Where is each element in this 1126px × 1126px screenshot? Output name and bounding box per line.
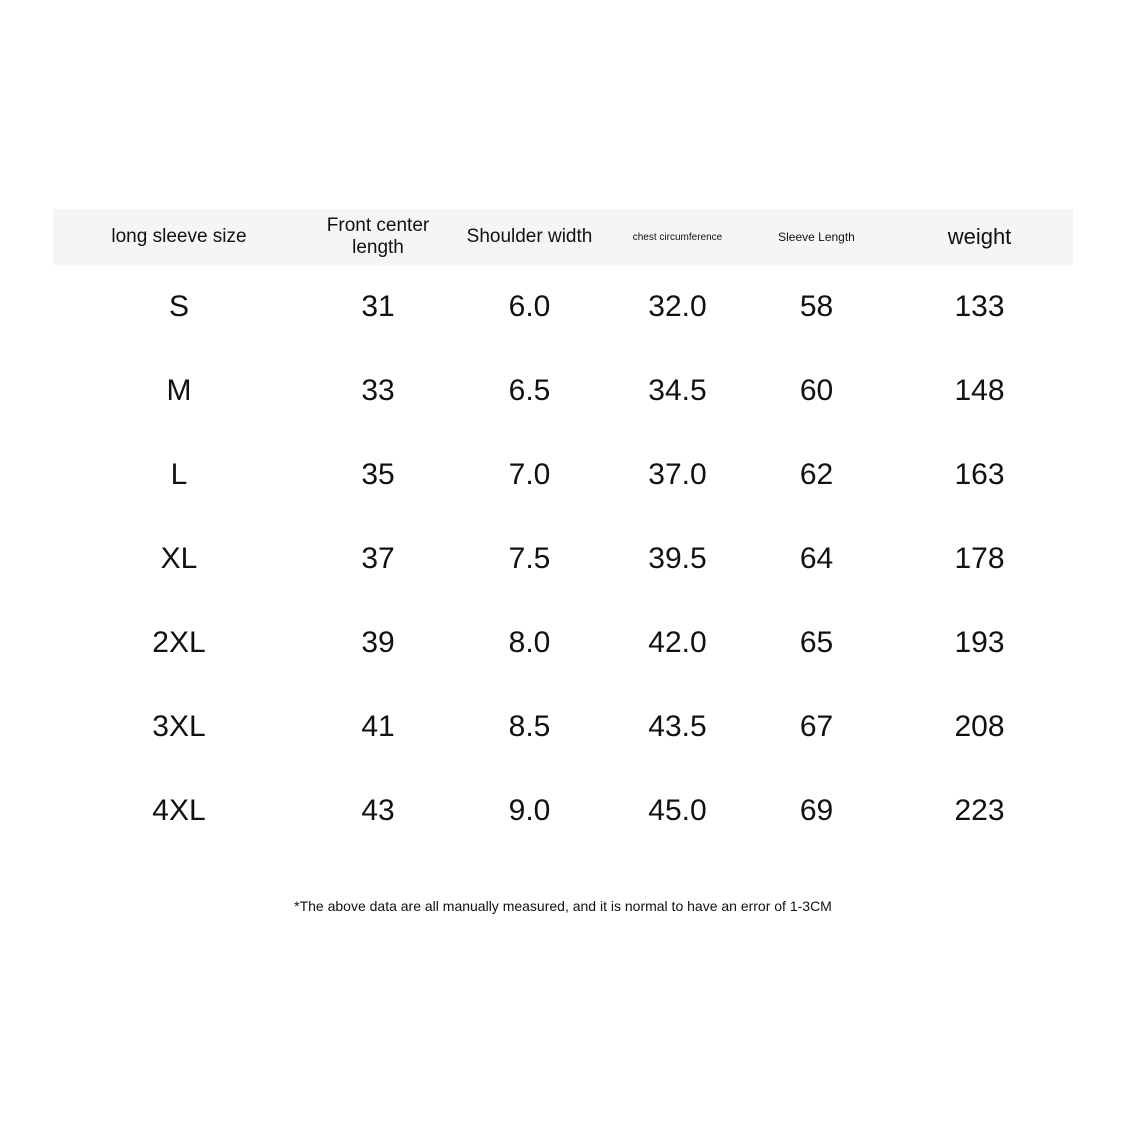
cell-weight: 178	[954, 542, 1005, 575]
cell-front-center-length: 43	[361, 794, 395, 827]
table-row	[53, 517, 1073, 601]
measurement-note: *The above data are all manually measured, and it is normal to have an error of 1-3CM	[294, 898, 832, 914]
cell-size: S	[168, 290, 189, 323]
cell-size: XL	[160, 542, 198, 575]
column-header-chest-circumference: chest circumference	[632, 231, 723, 243]
cell-chest-circumference: 34.5	[648, 374, 707, 407]
cell-front-center-length: 35	[361, 458, 395, 491]
cell-shoulder-width: 6.0	[508, 290, 551, 323]
cell-chest-circumference: 37.0	[648, 458, 707, 491]
cell-size: 2XL	[152, 626, 206, 659]
cell-front-center-length: 39	[361, 626, 395, 659]
cell-front-center-length: 37	[361, 542, 395, 575]
cell-sleeve-length: 62	[799, 458, 834, 491]
table-row	[53, 265, 1073, 349]
cell-chest-circumference: 42.0	[648, 626, 707, 659]
cell-chest-circumference: 45.0	[648, 794, 707, 827]
cell-shoulder-width: 9.0	[508, 794, 551, 827]
column-header-front-center-length: Front center length	[326, 215, 430, 258]
cell-shoulder-width: 7.5	[508, 542, 551, 575]
cell-chest-circumference: 43.5	[648, 710, 707, 743]
cell-size: M	[166, 374, 192, 407]
cell-weight: 223	[954, 794, 1005, 827]
cell-shoulder-width: 8.0	[508, 626, 551, 659]
cell-chest-circumference: 32.0	[648, 290, 707, 323]
table-row	[53, 601, 1073, 685]
table-body	[53, 265, 1073, 853]
table-row	[53, 433, 1073, 517]
cell-weight: 208	[954, 710, 1005, 743]
cell-weight: 163	[954, 458, 1005, 491]
cell-weight: 148	[954, 374, 1005, 407]
table-row	[53, 349, 1073, 433]
column-header-weight: weight	[947, 224, 1012, 249]
cell-shoulder-width: 6.5	[508, 374, 551, 407]
cell-shoulder-width: 7.0	[508, 458, 551, 491]
cell-weight: 133	[954, 290, 1005, 323]
cell-sleeve-length: 69	[799, 794, 834, 827]
cell-weight: 193	[954, 626, 1005, 659]
cell-sleeve-length: 67	[799, 710, 834, 743]
cell-size: 3XL	[152, 710, 206, 743]
cell-sleeve-length: 64	[799, 542, 834, 575]
cell-sleeve-length: 65	[799, 626, 834, 659]
column-header-size: long sleeve size	[111, 226, 247, 247]
column-header-shoulder-width: Shoulder width	[466, 226, 593, 247]
cell-sleeve-length: 60	[799, 374, 834, 407]
cell-sleeve-length: 58	[799, 290, 834, 323]
cell-shoulder-width: 8.5	[508, 710, 551, 743]
cell-front-center-length: 41	[361, 710, 395, 743]
column-header-sleeve-length: Sleeve Length	[778, 230, 855, 244]
table-row	[53, 769, 1073, 853]
cell-chest-circumference: 39.5	[648, 542, 707, 575]
table-header-row	[53, 209, 1073, 265]
table-header	[53, 209, 1073, 265]
size-chart-table	[53, 209, 1073, 853]
cell-size: L	[170, 458, 188, 491]
table-row	[53, 685, 1073, 769]
cell-front-center-length: 33	[361, 374, 395, 407]
cell-size: 4XL	[152, 794, 206, 827]
cell-front-center-length: 31	[361, 290, 395, 323]
